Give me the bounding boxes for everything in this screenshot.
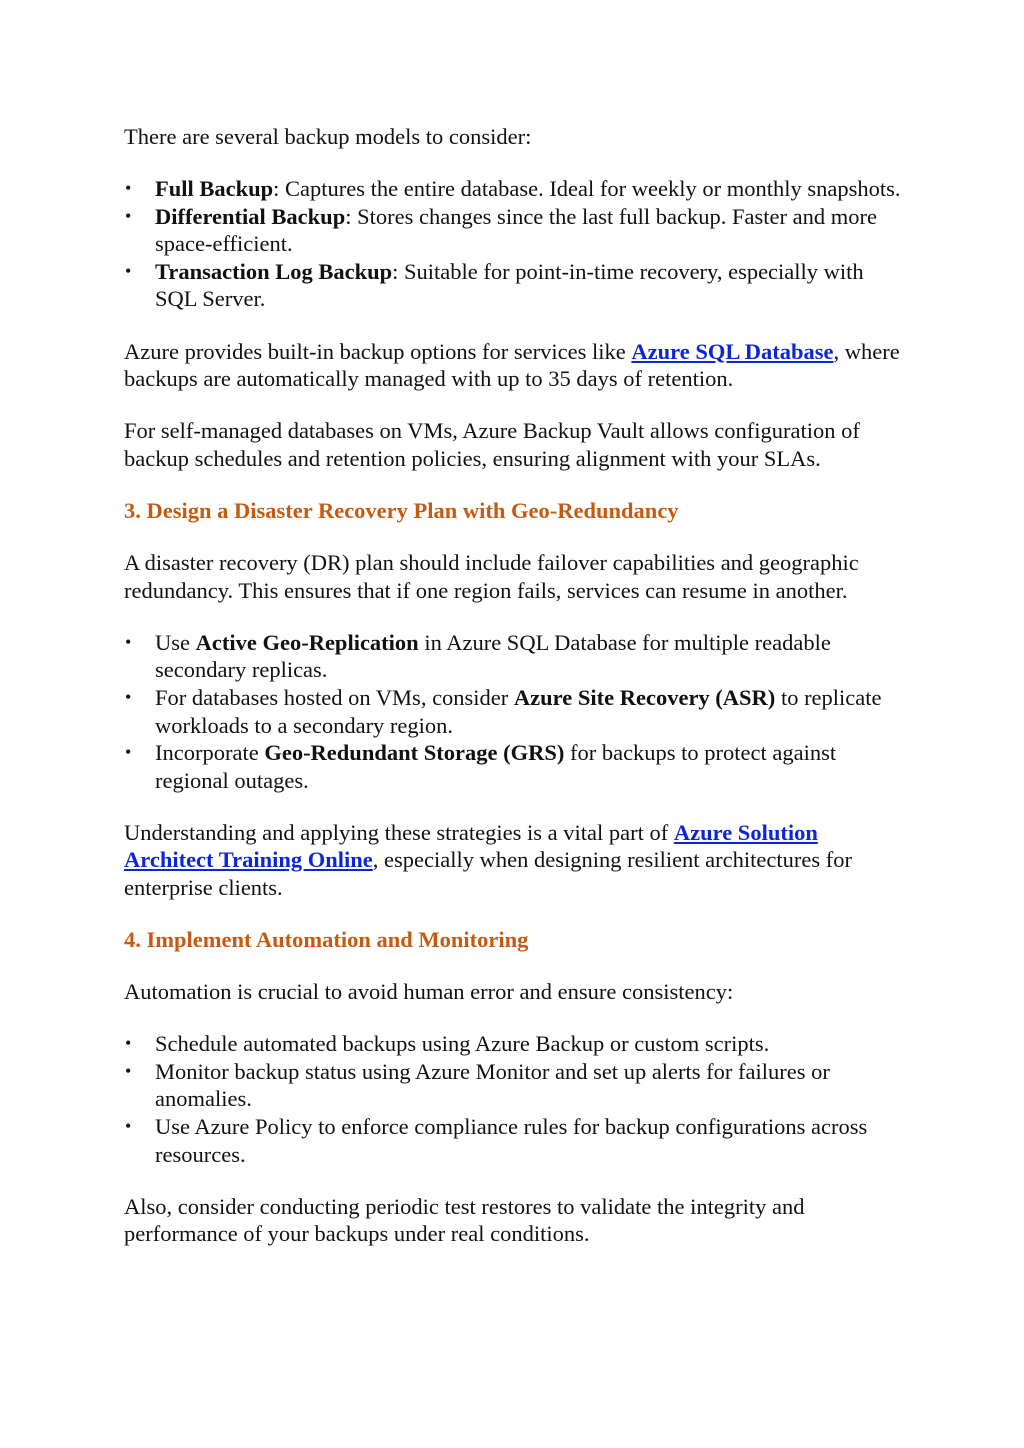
- bullet-desc: : Stores changes since the last full backup. Faster and more space-efficient.: [155, 203, 877, 257]
- azure-solution-architect-training-link[interactable]: Azure Solution Architect Training Online: [124, 819, 818, 873]
- bullet-term: Azure Site Recovery (ASR): [513, 684, 776, 710]
- automation-paragraph: Automation is crucial to avoid human error and ensure consistency:: [124, 979, 734, 1005]
- dr-strategies-list: [124, 629, 904, 795]
- dr-plan-paragraph: A disaster recovery (DR) plan should include failover capabilities and geographic redundancy. This ensures that if one region fails, services can resume in another.: [124, 550, 859, 603]
- list-item: [124, 739, 904, 794]
- bullet-text: For databases hosted on VMs, consider: [155, 684, 514, 710]
- paragraph-text: , where backups are automatically managed with up to 35 days of retention.: [124, 338, 900, 392]
- closing-paragraph: Also, consider conducting periodic test restores to validate the integrity and performance of your backups under real conditions.: [124, 1193, 805, 1247]
- bullet-text: in Azure SQL Database for multiple readable secondary replicas.: [155, 629, 831, 683]
- intro-paragraph: There are several backup models to consider:: [124, 124, 532, 149]
- list-item: • Schedule automated backups using Azure Backup or custom scripts.: [124, 1030, 904, 1058]
- bullet-desc: : Suitable for point-in-time recovery, especially with SQL Server.: [155, 258, 864, 312]
- azure-sql-database-link[interactable]: Azure SQL Database: [631, 338, 834, 364]
- list-item: [124, 684, 904, 739]
- bullet-term: Active Geo-Replication: [195, 629, 419, 655]
- training-paragraph: [124, 819, 904, 902]
- automation-list: [124, 1030, 904, 1168]
- paragraph-text: Understanding and applying these strategies is a vital part of: [124, 819, 674, 845]
- list-item: • Use Azure Policy to enforce compliance rules for backup configurations across resources.: [124, 1113, 904, 1168]
- paragraph-text: Azure provides built-in backup options for services like: [124, 338, 632, 364]
- bullet-text: for backups to protect against regional outages.: [155, 740, 837, 793]
- azure-sql-paragraph: [124, 338, 904, 393]
- list-item: • Monitor backup status using Azure Monitor and set up alerts for failures or anomalies.: [124, 1058, 904, 1113]
- bullet-desc: : Captures the entire database. Ideal for weekly or monthly snapshots.: [273, 176, 901, 202]
- list-item: [124, 203, 904, 258]
- bullet-term: Geo-Redundant Storage (GRS): [264, 740, 565, 766]
- list-item: [124, 258, 904, 313]
- section-4-heading: 4. Implement Automation and Monitoring: [124, 927, 529, 953]
- bullet-text: Use: [155, 629, 196, 655]
- list-item: [124, 175, 904, 203]
- vm-backup-paragraph: For self-managed databases on VMs, Azure Backup Vault allows configuration of backup schedules and retention policies, ensuring alignment with your SLAs.: [124, 418, 860, 471]
- document-body: [124, 123, 904, 1272]
- backup-models-list: [124, 175, 904, 313]
- list-item: [124, 629, 904, 684]
- bullet-term: Full Backup: [155, 176, 274, 202]
- bullet-text: to replicate workloads to a secondary region.: [155, 684, 882, 738]
- section-3-heading: 3. Design a Disaster Recovery Plan with Geo-Redundancy: [124, 497, 679, 523]
- paragraph-text: , especially when designing resilient architectures for enterprise clients.: [124, 847, 852, 900]
- bullet-text: Incorporate: [155, 740, 265, 766]
- bullet-term: Differential Backup: [155, 203, 346, 229]
- bullet-term: Transaction Log Backup: [155, 258, 393, 284]
